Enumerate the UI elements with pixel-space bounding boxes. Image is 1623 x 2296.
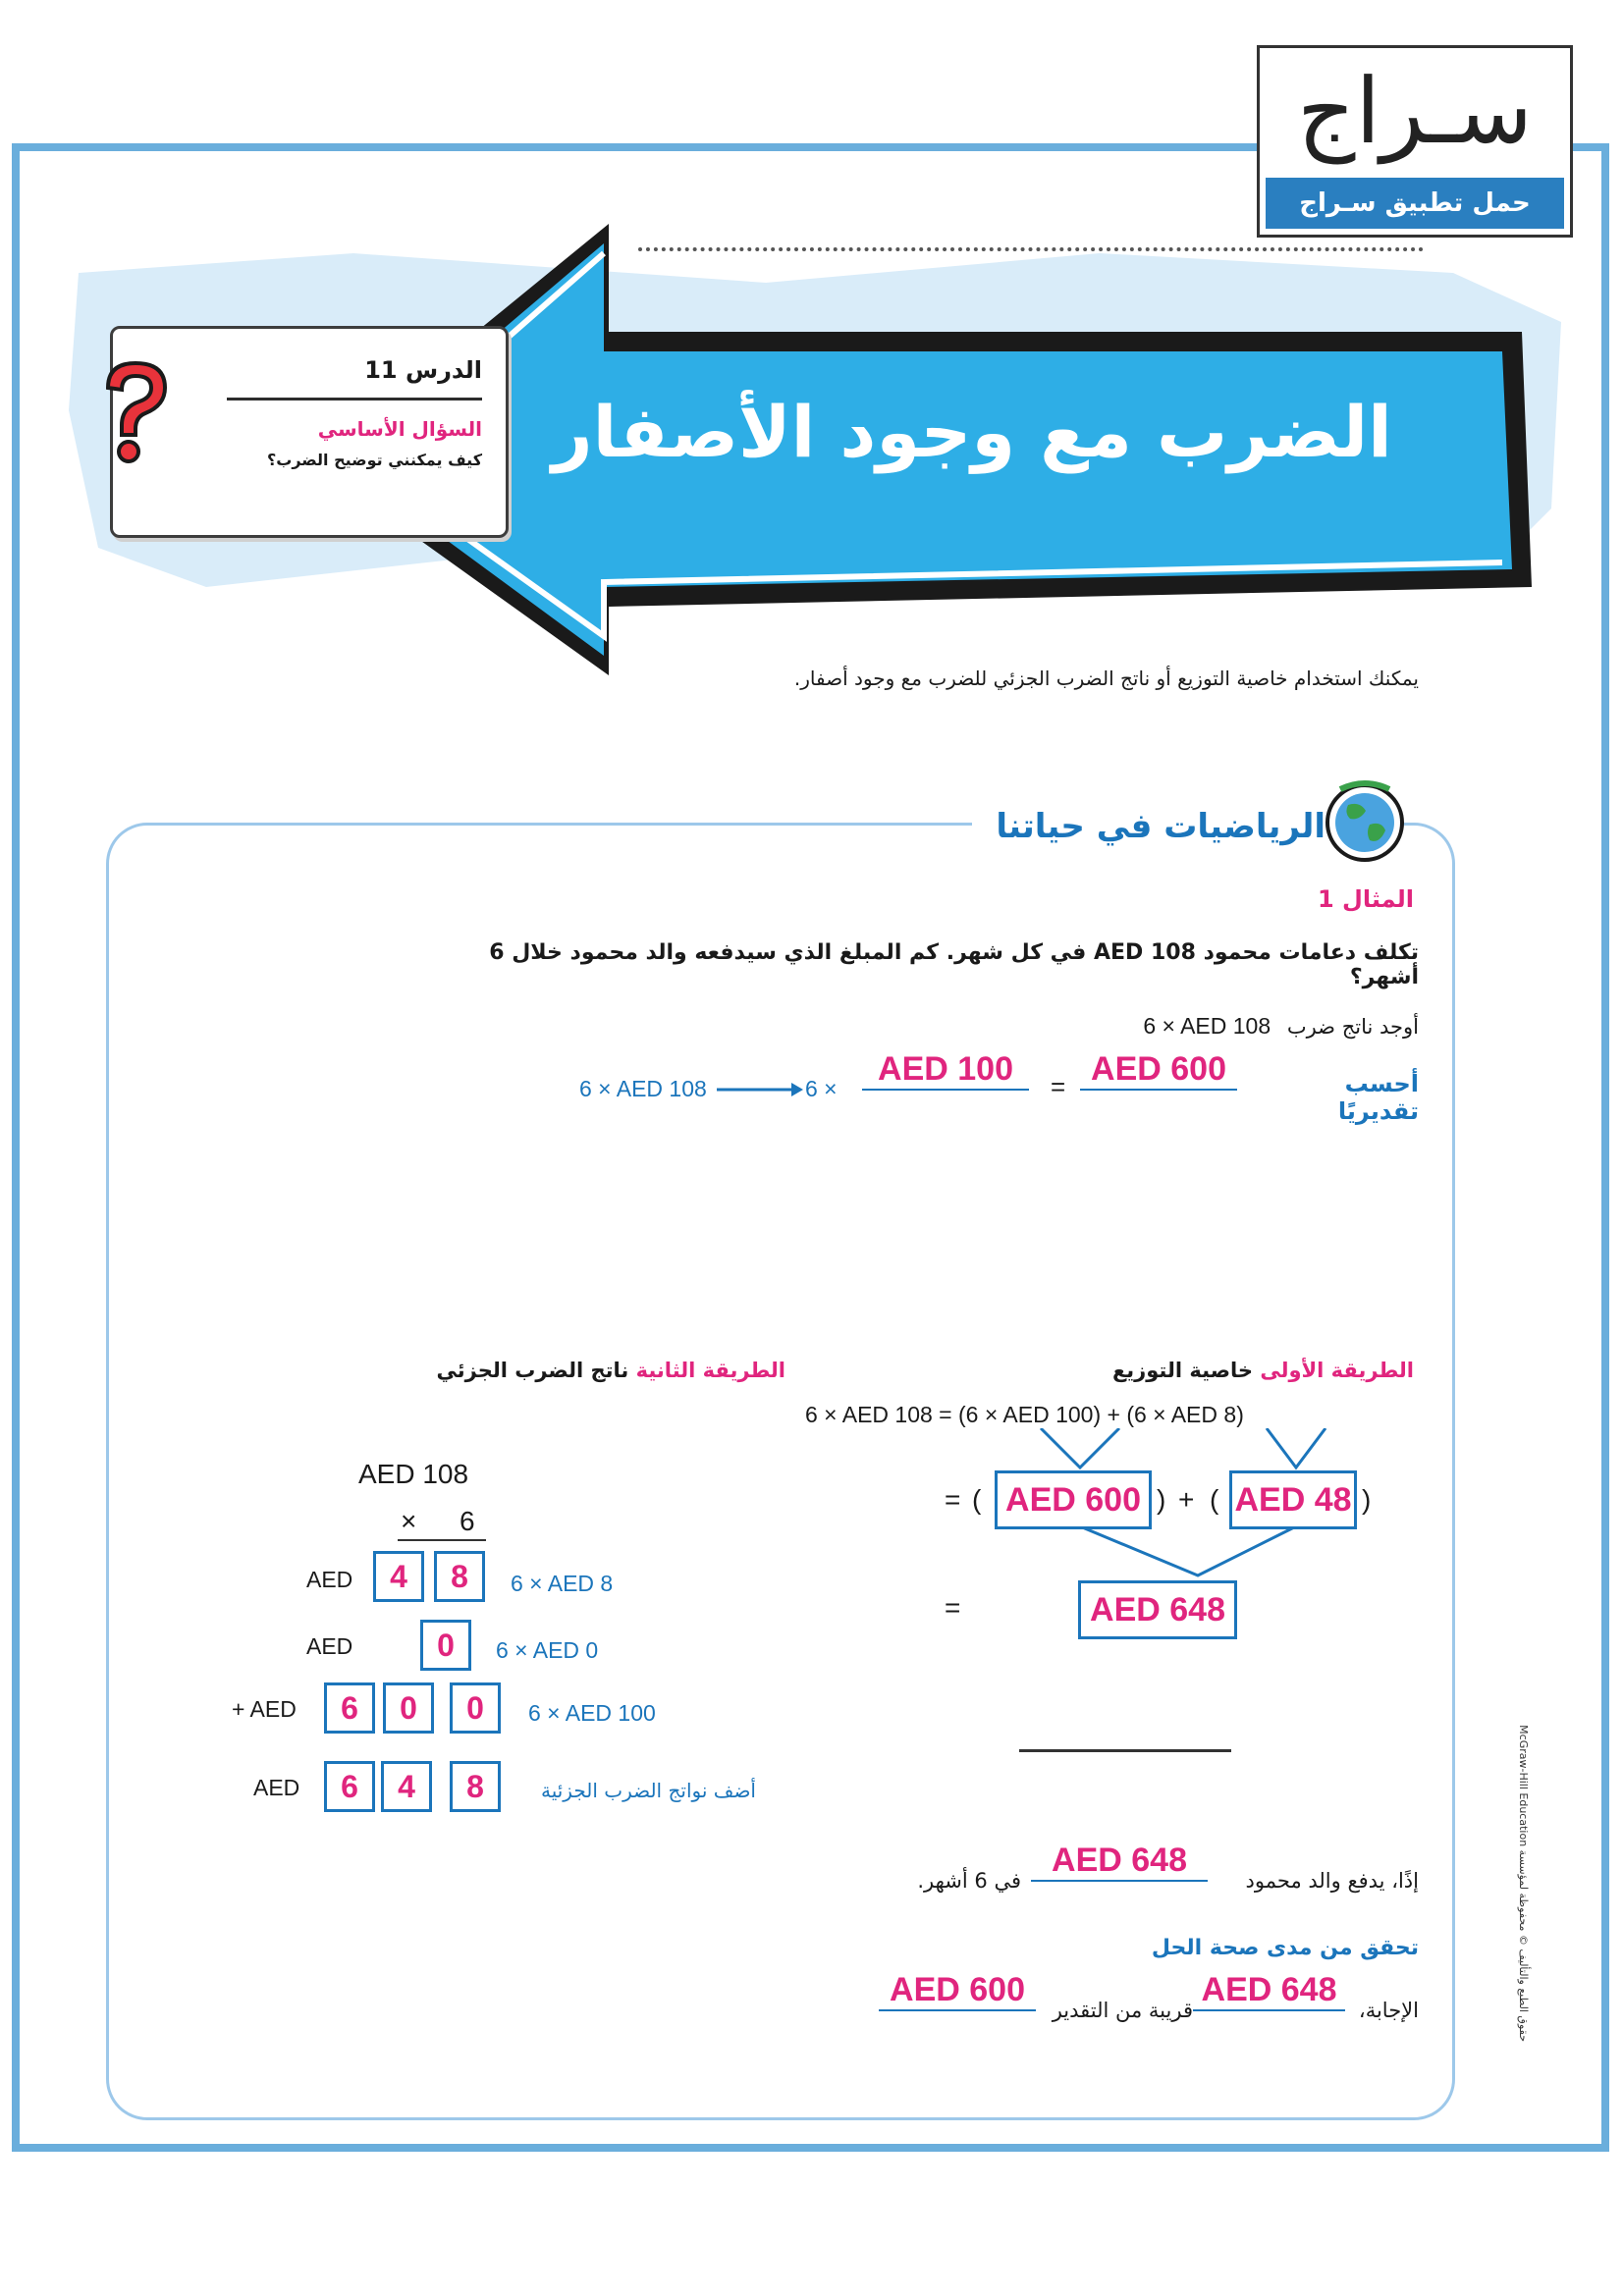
method1-result: AED 648: [1078, 1580, 1237, 1639]
method2-row2-digit: 0: [420, 1620, 471, 1671]
method2-label: [422, 1359, 785, 1382]
method1-label-red: الطريقة الأولى: [1260, 1359, 1414, 1382]
method1-plus: +: [1178, 1484, 1195, 1515]
copyright-text: حقوق الطبع والتأليف © محفوظة لمؤسسة McGraw-Hill Education: [1517, 1725, 1530, 2042]
method2-row3-digit: 6: [324, 1682, 375, 1734]
conclusion-suffix: في 6 أشهر.: [917, 1869, 1021, 1893]
method1-paren-open-1: (: [972, 1484, 982, 1515]
estimate-label: أحسب تقديريًا: [1337, 1070, 1419, 1125]
essential-question-label: السؤال الأساسي: [317, 417, 482, 441]
method2-sum-note: أضف نواتج الضرب الجزئية: [540, 1779, 756, 1802]
question-mark-icon: [96, 358, 175, 466]
lesson-divider: [227, 398, 482, 400]
essential-question-text: كيف يمكنني توضيح الضرب؟: [266, 451, 482, 469]
estimate-arrow-icon: [717, 1080, 805, 1099]
method1-equation: 6 × AED 108 = (6 × AED 100) + (6 × AED 8): [805, 1402, 1244, 1427]
find-expression: 6 × AED 108: [1143, 1013, 1271, 1039]
method2-sum-digit: 4: [381, 1761, 432, 1812]
method2-row3-plus-aed: + AED: [232, 1696, 297, 1722]
method2-top-number: AED 108: [358, 1459, 469, 1489]
intro-text: يمكنك استخدام خاصية التوزيع أو ناتج الضرب الجزئي للضرب مع وجود أصفار.: [793, 667, 1419, 690]
method1-paren-open-2: (: [1210, 1484, 1219, 1515]
method1-partial-2: AED 48: [1229, 1470, 1357, 1529]
estimate-times: 6 ×: [805, 1076, 838, 1101]
method2-row3-digit: 0: [383, 1682, 434, 1734]
method2-row2-aed: AED: [306, 1633, 353, 1659]
method1-paren-close-2: ): [1362, 1484, 1372, 1515]
method1-eq-sign-1: =: [945, 1484, 961, 1515]
example-label: المثال 1: [1317, 885, 1414, 913]
copyright-note: [1508, 1580, 1530, 2042]
method2-row1-digit: 8: [434, 1551, 485, 1602]
check-prefix: الإجابة،: [1358, 1999, 1419, 2022]
method2-row1-aed: AED: [306, 1567, 353, 1592]
estimate-result: AED 600: [1080, 1050, 1237, 1091]
globe-icon: [1321, 775, 1409, 864]
check-estimate: AED 600: [879, 1971, 1036, 2011]
method2-label-red: الطريقة الثانية: [635, 1359, 785, 1382]
find-label: أوجد ناتج ضرب: [1286, 1015, 1419, 1039]
method2-sum-digit: 6: [324, 1761, 375, 1812]
problem-text: تكلف دعامات محمود AED 108 في كل شهر. كم المبلغ الذي سيدفعه والد محمود خلال 6 أشهر؟: [489, 940, 1419, 989]
estimate-lhs: 6 × AED 108: [579, 1076, 707, 1101]
check-answer: AED 648: [1193, 1971, 1345, 2011]
method2-sum-aed: AED: [253, 1775, 300, 1800]
method2-row2-note: 6 × AED 0: [496, 1637, 599, 1663]
lesson-number: الدرس 11: [364, 356, 482, 384]
conclusion-prefix: إذًا، يدفع والد محمود: [1245, 1869, 1419, 1893]
conclusion-amount: AED 648: [1031, 1842, 1208, 1882]
check-middle: قريبة من التقدير: [1052, 1999, 1193, 2022]
method2-multiplier: 6: [460, 1506, 475, 1536]
method2-row1-digit: 4: [373, 1551, 424, 1602]
method2-row1-note: 6 × AED 8: [511, 1571, 614, 1596]
method1-underline: [1019, 1749, 1231, 1752]
method2-row3-note: 6 × AED 100: [528, 1700, 656, 1726]
logo-title: سـراج: [1297, 59, 1533, 164]
method2-sum-digit: 8: [450, 1761, 501, 1812]
method2-top-rule: [398, 1539, 486, 1541]
section-title: الرياضيات في حياتنا: [972, 797, 1325, 856]
method1-eq-sign-2: =: [945, 1592, 961, 1623]
method1-label-black: خاصية التوزيع: [1111, 1359, 1254, 1382]
check-title: تحقق من مدى صحة الحل: [1151, 1936, 1419, 1960]
estimate-rounded: AED 100: [862, 1050, 1029, 1091]
find-step: [982, 1013, 1419, 1040]
method2-row3-digit: 0: [450, 1682, 501, 1734]
lesson-title: الضرب مع وجود الأصفار: [552, 391, 1392, 473]
method1-partial-1: AED 600: [995, 1470, 1152, 1529]
method1-paren-close-1: ): [1157, 1484, 1166, 1515]
logo-subtitle: حمل تطبيق سـراج: [1266, 178, 1564, 229]
siraj-logo[interactable]: [1257, 45, 1573, 238]
method2-label-black: ناتج الضرب الجزئي: [436, 1359, 629, 1382]
estimate-equals: =: [1051, 1072, 1066, 1101]
method1-label: [1041, 1359, 1414, 1382]
method2-times: ×: [401, 1506, 417, 1536]
